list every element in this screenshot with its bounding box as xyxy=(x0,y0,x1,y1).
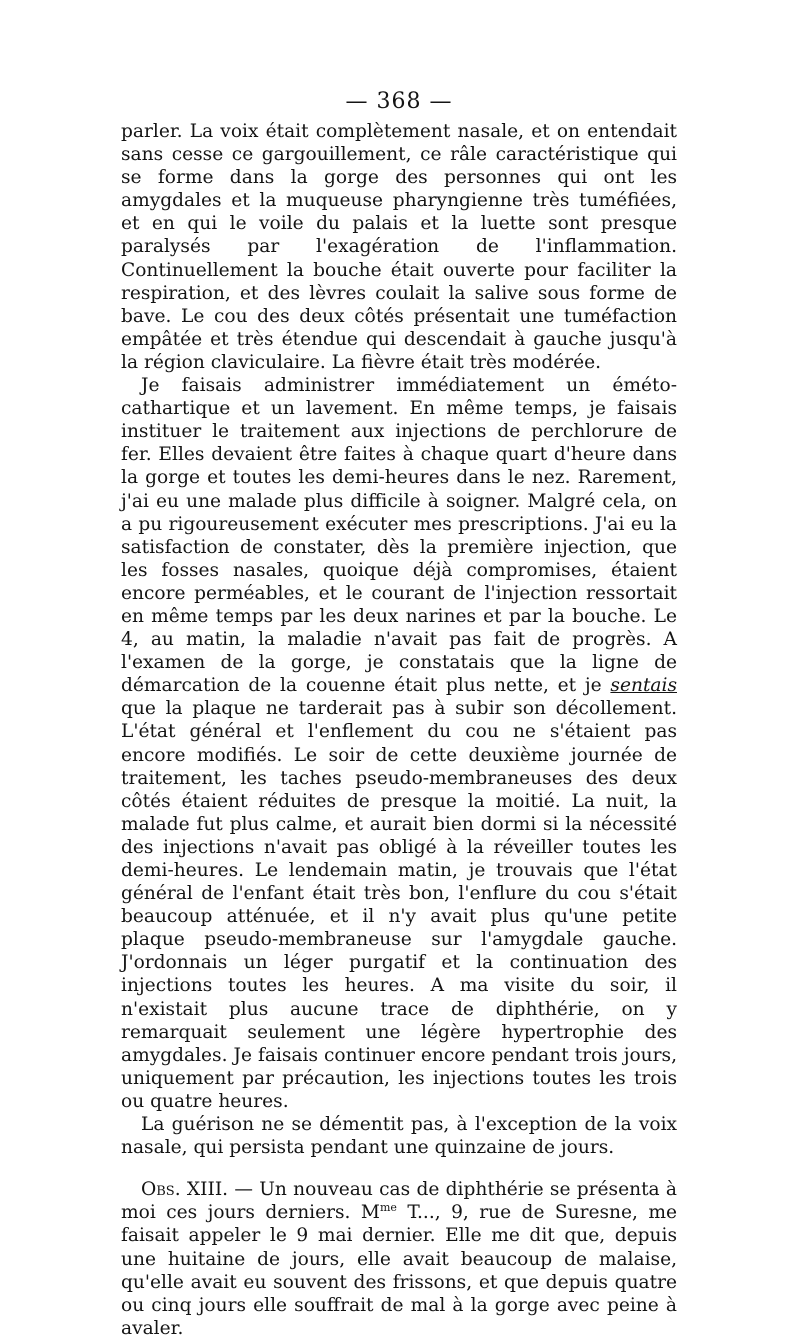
paragraph-recovery: La guérison ne se démentit pas, à l'exception de la voix nasale, qui persista pendant une quinzaine de jours. xyxy=(121,1114,677,1159)
paragraph-treatment xyxy=(121,374,677,1113)
paragraph-continuation: parler. La voix était complètement nasale, et on entendait sans cesse ce gargouillement, ce râle caractéristique qui se forme dans la gorge des personnes qui ont les amygdales et la muqueuse pharyngienne très tuméfiées, et en qui le voile du palais et la luette sont presque paralysés par l'exagération de l'inflammation. Continuellement la bouche était ouverte pour faciliter la respiration, et des lèvres coulait la salive sous forme de bave. Le cou des deux côtés présentait une tuméfaction empâtée et très étendue qui descendait à gauche jusqu'à la région claviculaire. La fièvre était très modérée. xyxy=(121,121,677,373)
emphasized-word: sentais xyxy=(610,675,677,697)
page-number: — 368 — xyxy=(345,89,453,114)
book-page xyxy=(121,88,677,1340)
paragraph-text: — Un nouveau cas de diphthérie se présenta à moi ces jours derniers. M xyxy=(121,1179,677,1224)
observation-label: Obs. XIII. xyxy=(141,1179,229,1201)
superscript-abbrev: me xyxy=(379,1201,397,1215)
paragraph-text: que la plaque ne tarderait pas à subir son décollement. L'état général et l'enflement du cou ne s'étaient pas encore modifiés. Le soir de cette deuxième journée de traitement, les taches pseudo-membraneuses des deux côtés étaient réduites de presque la moitié. La nuit, la malade fut plus calme, et aurait bien dormi si la nécessité des injections n'avait pas obligé à la réveiller toutes les demi-heures. Le lendemain matin, je trouvais que l'état général de l'enfant était très bon, l'enflure du cou s'était beaucoup atténuée, et il n'y avait plus qu'une petite plaque pseudo-membraneuse sur l'amygdale gauche. J'ordonnais un léger purgatif et la continuation des injections toutes les heures. A ma visite du soir, il n'existait plus aucune trace de diphthérie, on y remarquait seulement une légère hypertrophie des amygdales. Je faisais continuer encore pendant trois jours, uniquement par précaution, les injections toutes les trois ou quatre heures. xyxy=(121,698,677,1112)
paragraph-text: Je faisais administrer immédiatement un éméto-cathartique et un lavement. En même temps, je faisais instituer le traitement aux injections de perchlorure de fer. Elles devaient être faites à chaque quart d'heure dans la gorge et toutes les demi-heures dans le nez. Rarement, j'ai eu une malade plus difficile à soigner. Malgré cela, on a pu rigoureusement exécuter mes prescriptions. J'ai eu la satisfaction de constater, dès la première injection, que les fosses nasales, quoique déjà compromises, étaient encore perméables, et le courant de l'injection ressortait en même temps par les deux narines et par la bouche. Le 4, au matin, la maladie n'avait pas fait de progrès. A l'examen de la gorge, je constatais que la ligne de démarcation de la couenne était plus nette, et je xyxy=(121,375,677,697)
paragraph-observation xyxy=(121,1178,677,1340)
paragraph-text: T..., 9, rue de Suresne, me faisait appeler le 9 mai dernier. Elle me dit que, depuis une huitaine de jours, elle avait beaucoup de malaise, qu'elle avait eu souvent des frissons, et que depuis quatre ou cinq jours elle souffrait de mal à la gorge avec peine à avaler. xyxy=(121,1202,677,1339)
